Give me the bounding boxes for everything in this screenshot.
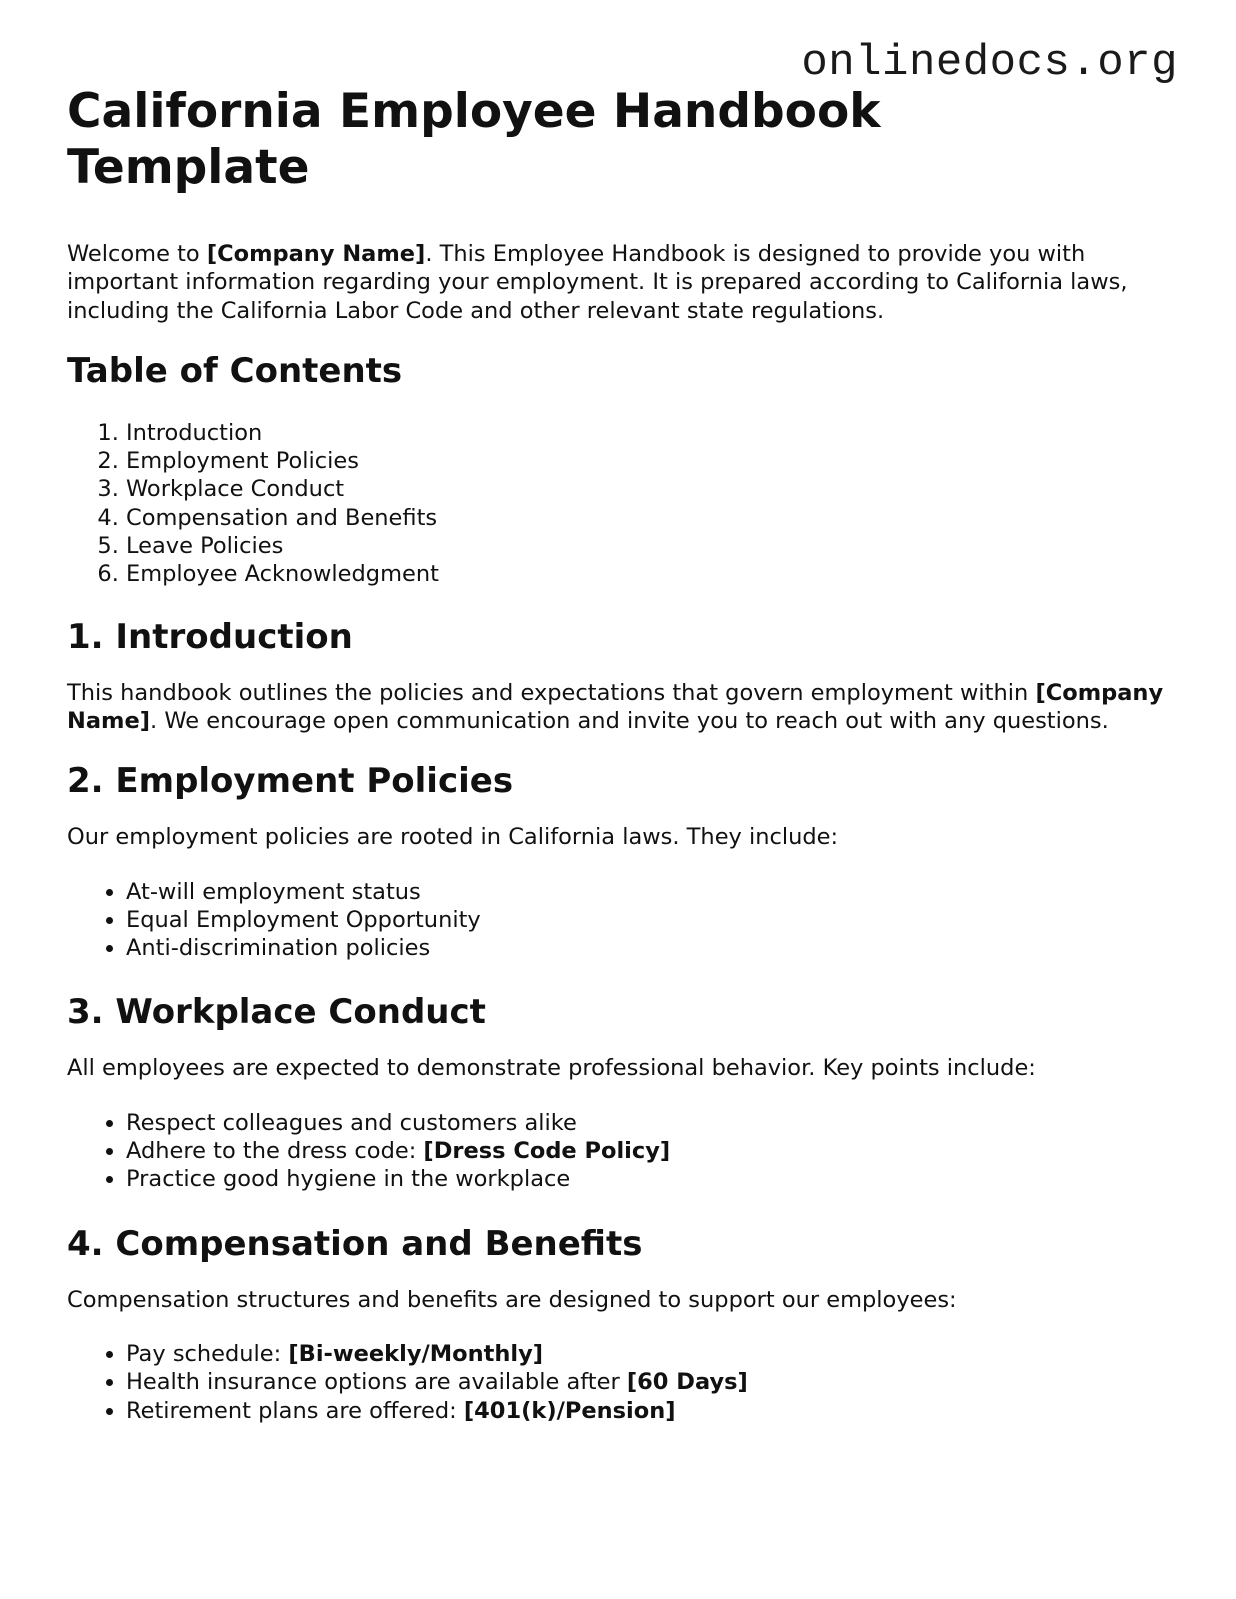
employment-policies-paragraph: Our employment policies are rooted in California laws. They include: — [67, 824, 839, 851]
list-item: • Practice good hygiene in the workplace — [126, 1165, 1177, 1193]
toc-item: 2. Employment Policies — [126, 447, 1177, 475]
watermark: onlinedocs.org — [801, 38, 1178, 88]
toc-item: 3. Workplace Conduct — [126, 475, 1177, 503]
document-title: California Employee Handbook Template — [67, 84, 881, 195]
introduction-text-end: . We encourage open communication and invite you to reach out with any questions. — [150, 707, 1109, 734]
introduction-paragraph — [67, 679, 1177, 736]
toc-item: 4. Compensation and Benefits — [126, 504, 1177, 532]
list-item — [126, 1340, 1177, 1368]
section-heading-compensation-benefits: 4. Compensation and Benefits — [67, 1223, 643, 1264]
company-name-field: [Company Name] — [206, 241, 426, 267]
list-item-text: Retirement plans are offered: — [126, 1397, 464, 1424]
toc-item: 6. Employee Acknowledgment — [126, 560, 1177, 588]
compensation-paragraph: Compensation structures and benefits are designed to support our employees: — [67, 1286, 957, 1313]
pay-schedule-field: [Bi-weekly/Monthly] — [288, 1340, 544, 1367]
list-item-text: Health insurance options are available after — [126, 1369, 627, 1396]
intro-paragraph — [67, 240, 1177, 325]
toc-item: 1. Introduction — [126, 419, 1177, 447]
list-item: • Anti-discrimination policies — [126, 934, 1177, 962]
table-of-contents — [67, 419, 1177, 589]
toc-item: 5. Leave Policies — [126, 532, 1177, 560]
list-item: • Equal Employment Opportunity — [126, 906, 1177, 934]
health-insurance-field: [60 Days] — [626, 1369, 748, 1396]
section-heading-workplace-conduct: 3. Workplace Conduct — [67, 992, 486, 1033]
retirement-plan-field: [401(k)/Pension] — [463, 1397, 676, 1424]
list-item: • Respect colleagues and customers alike — [126, 1109, 1177, 1137]
list-item: • At-will employment status — [126, 878, 1177, 906]
intro-text-start: Welcome to — [67, 241, 207, 267]
workplace-conduct-paragraph: All employees are expected to demonstrate professional behavior. Key points include: — [67, 1055, 1036, 1082]
introduction-text-start: This handbook outlines the policies and expectations that govern employment within — [67, 679, 1036, 706]
list-item — [126, 1137, 1177, 1165]
list-item — [126, 1368, 1177, 1396]
employment-policies-list — [67, 878, 1177, 963]
workplace-conduct-list — [67, 1109, 1177, 1194]
list-item — [126, 1397, 1177, 1425]
list-item-text: Pay schedule: — [126, 1340, 289, 1367]
company-name-field: [Company Name] — [67, 679, 1164, 734]
intro-text-end: . This Employee Handbook is designed to provide you with important information regarding your employment. It is prepared according to California laws, including the California Labor Code and other relevant state regulations. — [67, 241, 1128, 324]
list-item-text: Adhere to the dress code: — [126, 1138, 424, 1165]
compensation-list — [67, 1340, 1177, 1425]
section-heading-employment-policies: 2. Employment Policies — [67, 761, 514, 802]
toc-heading: Table of Contents — [67, 350, 403, 391]
dress-code-field: [Dress Code Policy] — [423, 1138, 671, 1165]
section-heading-introduction: 1. Introduction — [67, 616, 353, 657]
document-page — [67, 84, 1177, 1455]
